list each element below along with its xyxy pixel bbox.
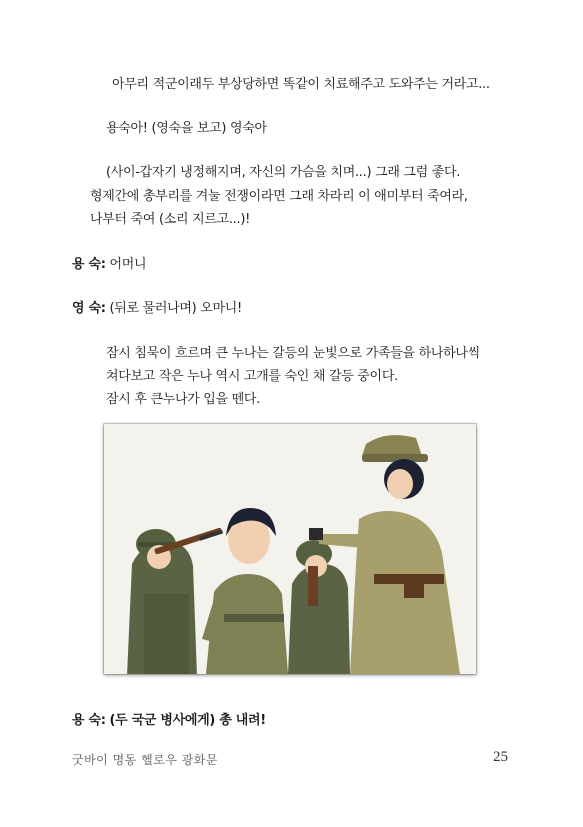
speech-text: 어머니 [109, 257, 147, 272]
dialogue-line-2: 용숙아! (영숙을 보고) 영숙아 [106, 121, 267, 136]
scene-illustration [104, 424, 476, 674]
footer-book-title: 굿바이 명동 헬로우 광화문 [72, 753, 218, 767]
speaker-name: 용 숙: [72, 713, 106, 728]
stage-direction-line-2: 쳐다보고 작은 누나 역시 고개를 숙인 채 갈등 중이다. [106, 369, 398, 384]
stage-direction-line-3: 잠시 후 큰누나가 입을 뗀다. [106, 392, 260, 407]
illustration-drawing [104, 424, 476, 674]
speech-text: (두 국군 병사에게) 총 내려! [109, 713, 266, 728]
dialogue-line-4: 형제간에 총부리를 겨눌 전쟁이라면 그래 차라리 이 애미부터 죽여라, [90, 189, 468, 204]
speech-text: (뒤로 물러나며) 오마니! [109, 301, 242, 316]
dialogue-line-5: 나부터 죽여 (소리 지르고...)! [90, 212, 251, 227]
dialogue-line-1: 아무리 적군이래두 부상당하면 똑같이 치료해주고 도와주는 거라고... [112, 77, 490, 92]
speaker-name: 용 숙: [72, 257, 106, 272]
speaker-name: 영 숙: [72, 301, 106, 316]
dialogue-entry-yongsuk-2 [72, 712, 266, 730]
dialogue-entry-yeongsuk [72, 300, 242, 318]
page-number: 25 [493, 749, 508, 765]
dialogue-line-3: (사이-갑자기 냉정해지며, 자신의 가슴을 치며...) 그래 그럼 좋다. [106, 165, 461, 180]
stage-direction-line-1: 잠시 침묵이 흐르며 큰 누나는 갈등의 눈빛으로 가족들을 하나하나씩 [106, 346, 480, 361]
dialogue-entry-yongsuk-1 [72, 256, 146, 274]
